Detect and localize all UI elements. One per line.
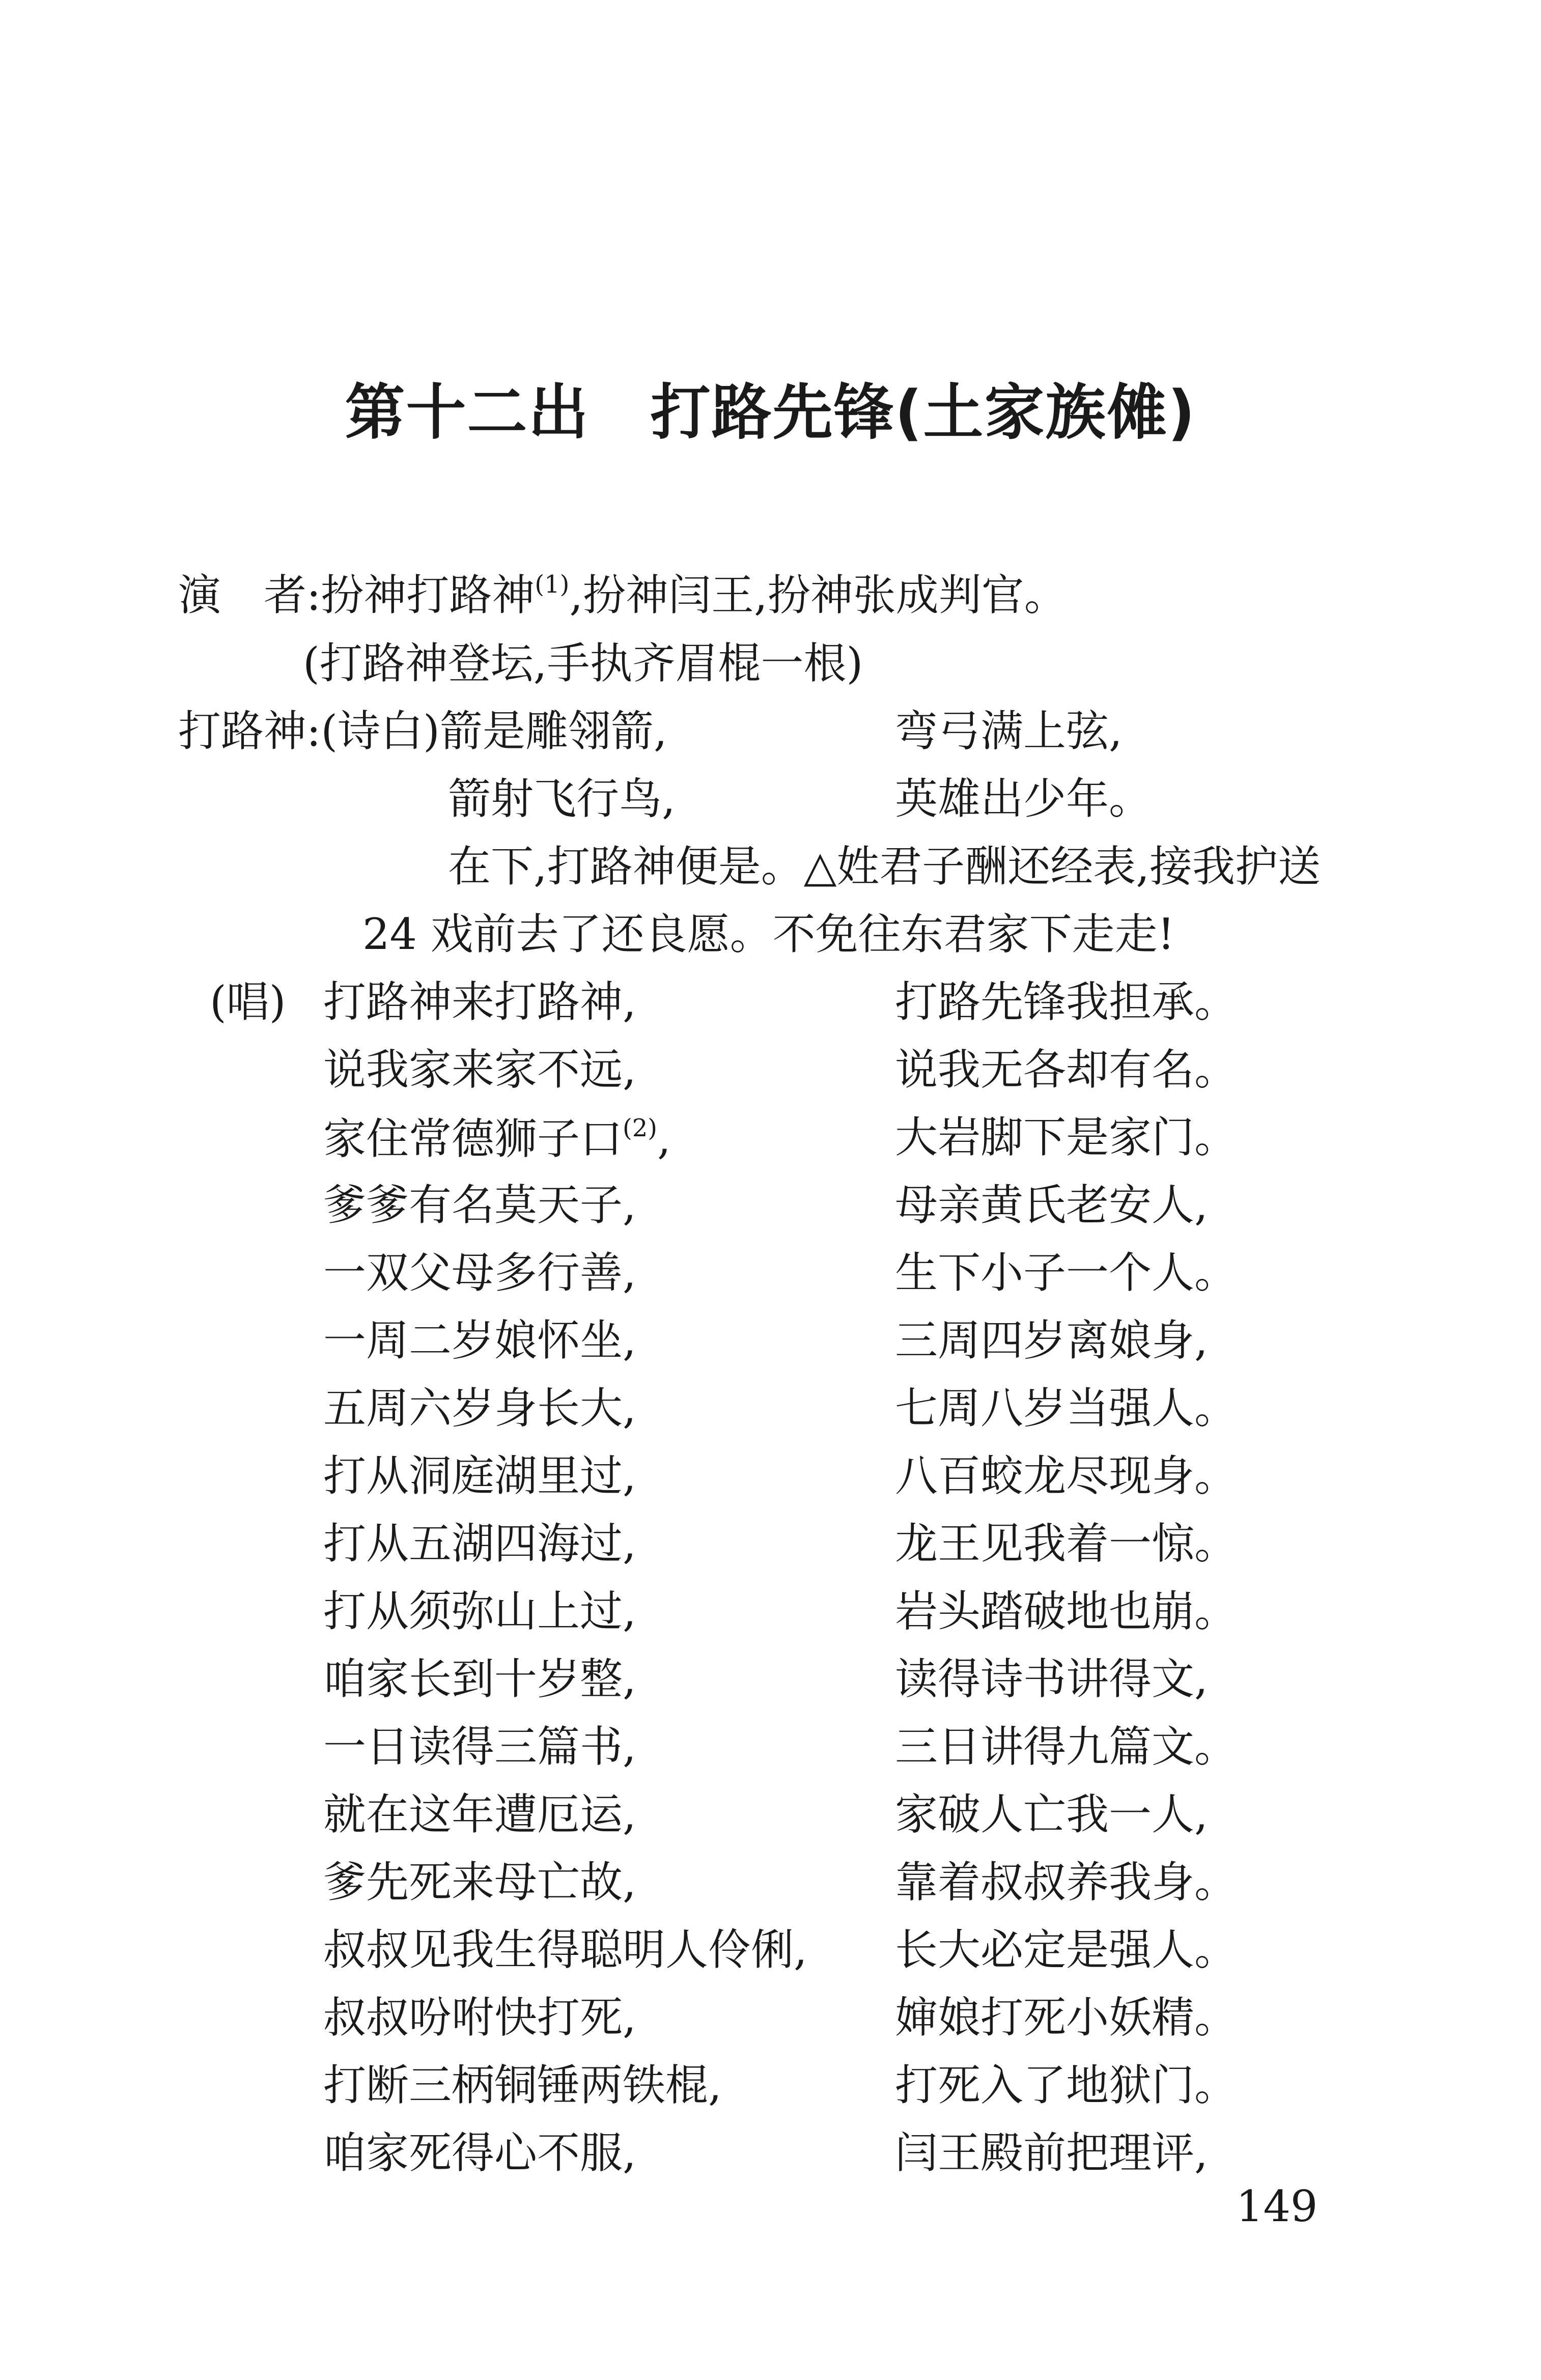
verse-left: 打从须弥山上过,: [323, 1586, 636, 1636]
verse-left: 打从五湖四海过,: [323, 1519, 636, 1569]
verse-right: 靠着叔叔养我身。: [895, 1857, 1238, 1907]
verse-left: 爹爹有名莫天子,: [323, 1180, 636, 1230]
cast-text: 扮神打路神: [321, 570, 535, 620]
verse-right: 大岩脚下是家门。: [895, 1112, 1238, 1162]
verse-right: 英雄出少年。: [895, 774, 1152, 824]
verse-right: 弯弓满上弦,: [895, 706, 1123, 756]
verse-right: 家破人亡我一人,: [895, 1789, 1208, 1839]
verse-left: 叔叔吩咐快打死,: [323, 1993, 636, 2042]
verse-left: 打断三柄铜锤两铁棍,: [323, 2060, 722, 2110]
verse-left: 一双父母多行善,: [323, 1248, 636, 1298]
verse-right: 读得诗书讲得文,: [895, 1654, 1208, 1704]
verse-right: 打死入了地狱门。: [895, 2060, 1238, 2110]
delivery-mode: (唱): [210, 977, 286, 1027]
delivery-mode: (诗白): [321, 706, 440, 756]
speech-line: 在下,打路神便是。△姓君子酬还经表,接我护送: [448, 842, 1321, 891]
footnote-marker: (2): [623, 1114, 658, 1142]
verse-right: 生下小子一个人。: [895, 1248, 1238, 1298]
verse-right: 七周八岁当强人。: [895, 1383, 1238, 1433]
verse-right: 龙王见我着一惊。: [895, 1519, 1238, 1569]
verse-left: 说我家来家不远,: [323, 1045, 636, 1095]
verse-left: 爹先死来母亡故,: [323, 1857, 636, 1907]
verse-right: 闫王殿前把理评,: [895, 2128, 1208, 2178]
verse-left: 叔叔见我生得聪明人伶俐,: [323, 1925, 807, 1975]
verse-left: 一周二岁娘怀坐,: [323, 1315, 636, 1365]
verse-right: 说我无各却有名。: [895, 1045, 1238, 1095]
verse-left: 就在这年遭厄运,: [323, 1789, 636, 1839]
footnote-marker: (1): [535, 570, 570, 599]
scene-title: [0, 364, 1541, 451]
stage-direction: (打路神登坛,手执齐眉棍一根): [303, 638, 863, 688]
scene-name: 打路先锋(土家族傩): [650, 377, 1196, 447]
cast-text: ,扮神闫王,扮神张成判官。: [569, 570, 1067, 620]
scene-number: 第十二出: [345, 377, 590, 447]
verse-left: 一日读得三篇书,: [323, 1722, 636, 1772]
verse-left: 五周六岁身长大,: [323, 1383, 636, 1433]
verse-right: 婶娘打死小妖精。: [895, 1993, 1238, 2042]
cast-list: [178, 570, 1067, 620]
verse-right: 三周四岁离娘身,: [895, 1315, 1208, 1365]
verse-left: 打路神来打路神,: [323, 977, 636, 1027]
poem-line: [178, 706, 667, 756]
verse-right: 长大必定是强人。: [895, 1925, 1238, 1975]
verse-right: 岩头踏破地也崩。: [895, 1586, 1238, 1636]
verse-left: 咱家长到十岁整,: [323, 1654, 636, 1704]
verse-left: 咱家死得心不服,: [323, 2128, 636, 2178]
speaker-name: 打路神:: [178, 706, 321, 756]
cast-label: 演 者:: [178, 570, 321, 620]
verse-right: 打路先锋我担承。: [895, 977, 1238, 1027]
speech-line: 24 戏前去了还良愿。不免往东君家下走走!: [362, 909, 1175, 959]
verse-right: 三日讲得九篇文。: [895, 1722, 1238, 1772]
verse-right: 母亲黄氏老安人,: [895, 1180, 1208, 1230]
verse-left: 打从洞庭湖里过,: [323, 1451, 636, 1501]
page-number: 149: [1236, 2181, 1318, 2231]
verse-left: 箭射飞行鸟,: [448, 774, 676, 824]
verse-left: 箭是雕翎箭,: [439, 706, 667, 756]
verse-left: 家住常德狮子口$^{(2)}$,: [323, 1114, 671, 1164]
verse-right: 八百蛟龙尽现身。: [895, 1451, 1238, 1501]
